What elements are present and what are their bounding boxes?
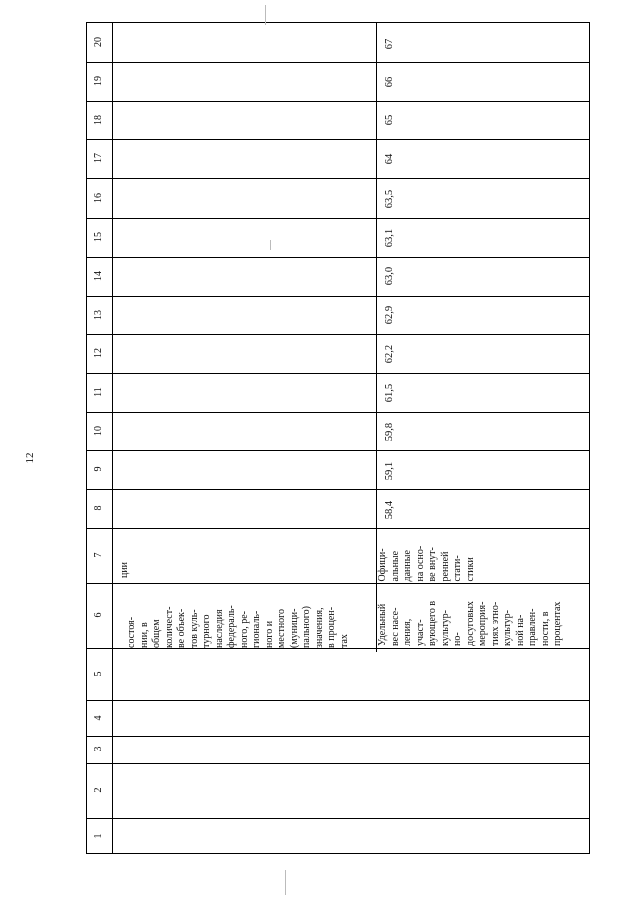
text-line: наследия (213, 609, 225, 648)
text-line: ного и (263, 620, 275, 648)
scan-artifact (285, 870, 286, 895)
page-number: 12 (24, 452, 36, 464)
column-number: 5 (93, 671, 104, 677)
text-line: ности, в (539, 611, 551, 646)
text-line: тиях этно- (489, 601, 501, 646)
text-line: стики (464, 557, 476, 582)
text-line: участ- (414, 619, 426, 646)
text-line: состоя- (126, 616, 137, 648)
column-number: 16 (93, 193, 104, 203)
column-rule (86, 62, 590, 63)
text-line: вующего в (427, 600, 438, 646)
text-line: значения, (313, 607, 325, 648)
value-cell: 59,1 (384, 461, 395, 481)
column-rule (86, 412, 590, 413)
text-line: (муници- (288, 608, 300, 648)
text-line: альные (389, 550, 401, 582)
value-cell: 58,4 (384, 500, 395, 520)
indicator-name (377, 582, 573, 646)
value-cell: 66 (384, 76, 395, 88)
value-cell: 62,2 (384, 344, 395, 364)
text-line: ции (119, 561, 130, 579)
text-line: ной на- (514, 614, 526, 646)
column-number: 14 (93, 271, 104, 281)
value-cell: 63,1 (384, 228, 395, 248)
column-number: 3 (93, 746, 104, 752)
text-line: в процен- (326, 606, 337, 648)
column-rule (86, 489, 590, 490)
row-rule (112, 22, 113, 854)
continuation-col6 (126, 584, 362, 648)
column-rule (86, 139, 590, 140)
text-line: общем (151, 619, 162, 648)
text-line: ве объек- (176, 608, 187, 648)
column-number: 20 (93, 37, 104, 47)
text-line: на осно- (414, 545, 426, 582)
text-line: процентах (552, 601, 563, 646)
data-table (86, 22, 590, 854)
column-rule (86, 818, 590, 819)
text-line: местного (276, 608, 287, 648)
text-line: досуговых (464, 601, 476, 646)
text-line: мероприя- (477, 601, 488, 646)
column-rule (86, 218, 590, 219)
value-cell: 61,5 (384, 383, 395, 403)
column-rule (86, 450, 590, 451)
column-number: 18 (93, 115, 104, 125)
column-rule (86, 700, 590, 701)
column-number: 4 (93, 715, 104, 721)
text-line: стати- (452, 555, 463, 582)
value-cell: 67 (384, 38, 395, 50)
text-line: данные (402, 550, 413, 582)
value-cell: 59,8 (384, 422, 395, 442)
value-cell: 64 (384, 153, 395, 165)
value-cell: 62,9 (384, 305, 395, 325)
column-rule (86, 178, 590, 179)
text-line: Офици- (377, 548, 388, 582)
column-rule (86, 296, 590, 297)
text-line: количест- (163, 606, 175, 648)
column-number: 10 (93, 426, 104, 436)
column-number: 17 (93, 153, 104, 163)
column-number: 15 (93, 232, 104, 242)
column-rule (86, 101, 590, 102)
text-line: нии, в (138, 622, 150, 648)
value-cell: 63,5 (384, 189, 395, 209)
column-number: 12 (93, 348, 104, 358)
text-line: федераль- (226, 605, 237, 648)
scan-artifact (270, 240, 271, 250)
text-line: ления, (402, 618, 413, 646)
scan-artifact (265, 5, 266, 25)
column-rule (86, 528, 590, 529)
column-number: 11 (93, 387, 104, 397)
column-rule (86, 257, 590, 258)
text-line: ве внут- (427, 547, 438, 582)
text-line: ного, ре- (238, 611, 250, 648)
column-rule (86, 334, 590, 335)
text-line: правлен- (527, 608, 538, 646)
text-line: культур- (439, 609, 451, 646)
column-number: 6 (93, 612, 104, 618)
column-number: 13 (93, 310, 104, 320)
text-line: Удельный (377, 603, 388, 646)
text-line: ренней (439, 551, 451, 582)
column-number: 1 (93, 833, 104, 839)
column-number: 9 (93, 466, 104, 472)
column-rule (86, 648, 590, 649)
text-line: турного (201, 614, 212, 648)
column-number: 7 (93, 552, 104, 558)
value-cell: 65 (384, 114, 395, 126)
column-rule (86, 736, 590, 737)
text-line: вес насе- (389, 607, 401, 646)
column-number: 2 (93, 787, 104, 793)
text-line: культур- (502, 609, 513, 646)
continuation-col7 (119, 562, 131, 578)
text-line: пального) (301, 606, 312, 648)
indicator-source (377, 529, 483, 582)
column-number: 8 (93, 505, 104, 511)
value-cell: 63,0 (384, 266, 395, 286)
column-rule (86, 763, 590, 764)
column-number: 19 (93, 76, 104, 86)
column-rule (86, 373, 590, 374)
text-line: тов куль- (188, 609, 200, 648)
text-line: тах (338, 634, 350, 648)
text-line: гиональ- (251, 610, 262, 648)
text-line: но- (452, 632, 463, 646)
